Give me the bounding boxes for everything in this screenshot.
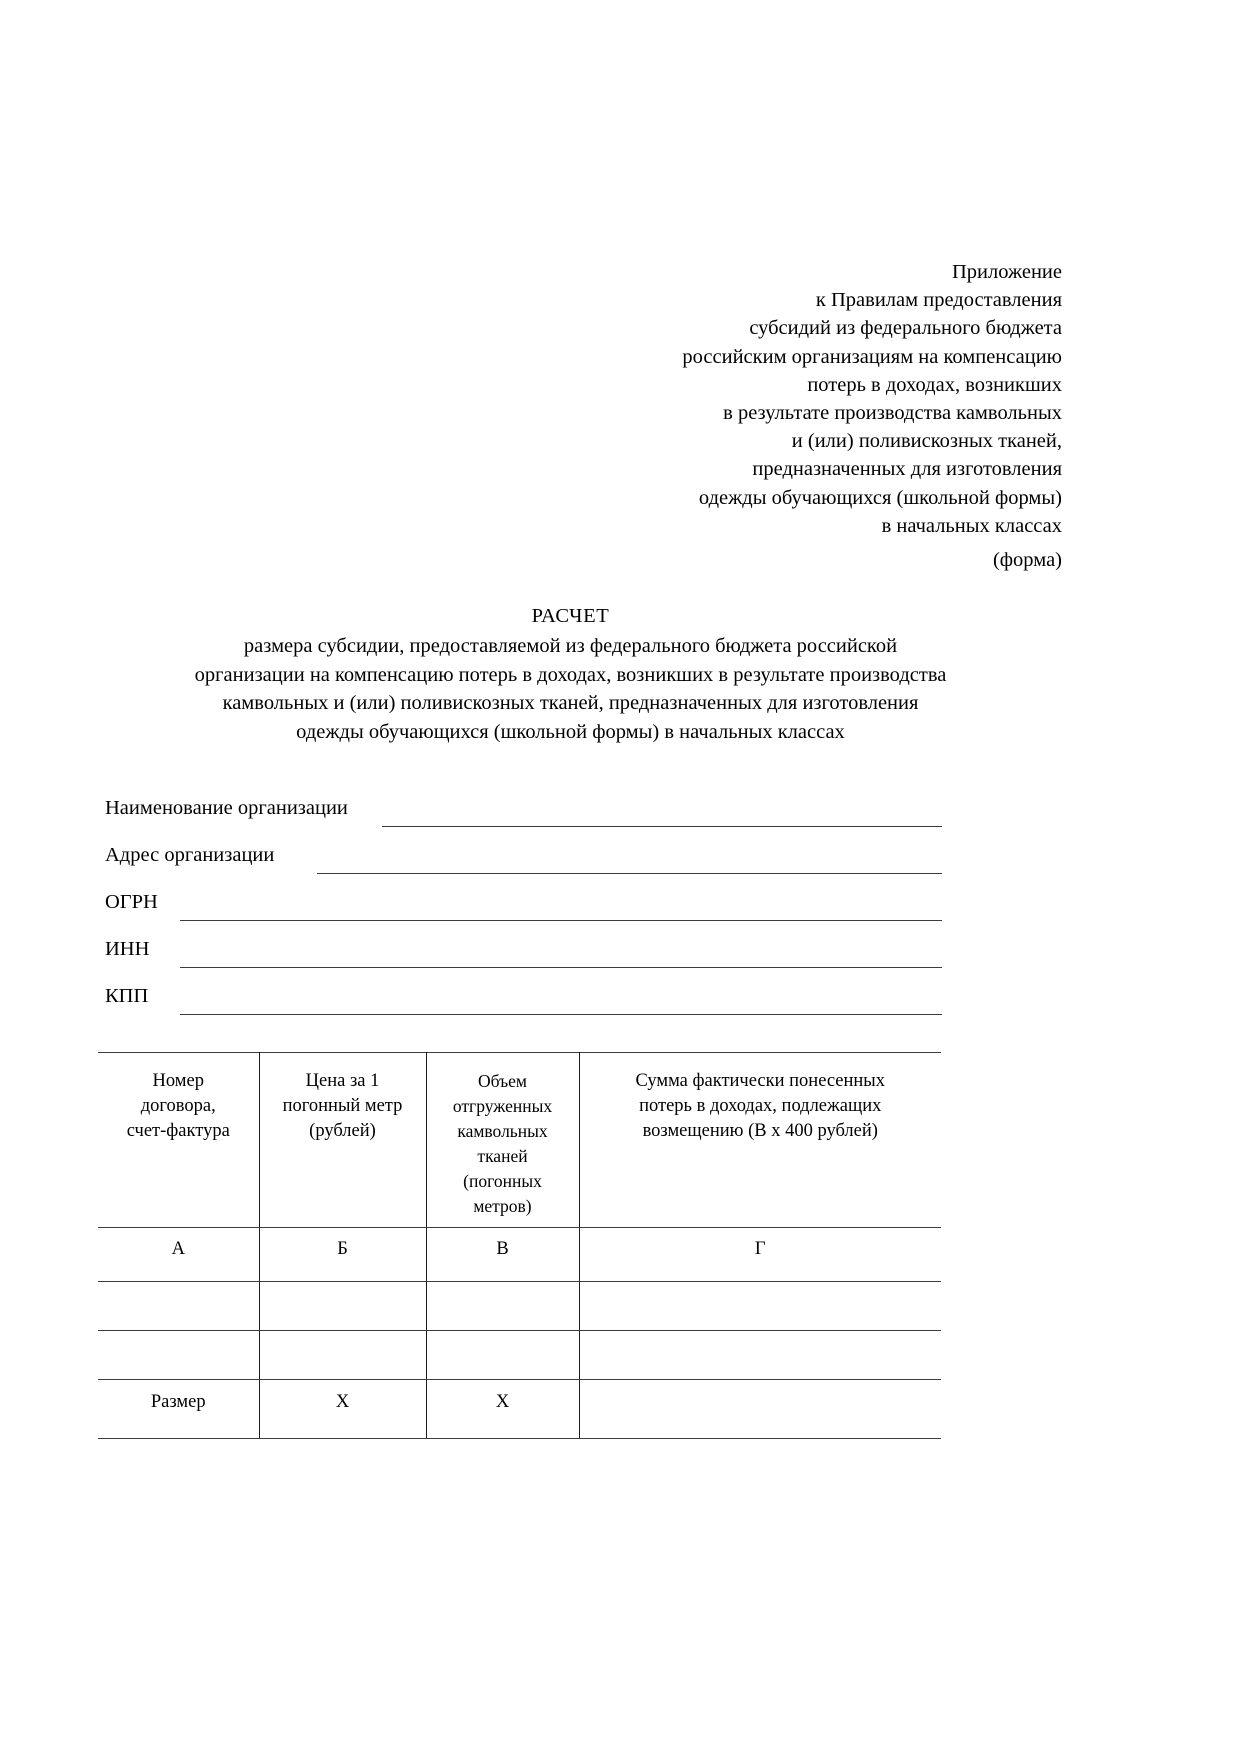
total-row-volume-placeholder: Х xyxy=(426,1380,579,1439)
subtitle-line: одежды обучающихся (школьной формы) в начальных классах xyxy=(296,720,845,743)
appendix-line: российским организациям на компенсацию xyxy=(682,345,1062,368)
page-subtitle xyxy=(98,632,1043,746)
field-row-organisation-name xyxy=(0,795,1240,842)
table-cell-compensation-amount[interactable] xyxy=(579,1331,941,1380)
column-letter-g: Г xyxy=(579,1228,941,1282)
subtitle-line: размера субсидии, предоставляемой из федерального бюджета российской xyxy=(243,635,898,657)
field-row-inn xyxy=(0,936,1240,983)
column-letter-v: В xyxy=(426,1228,579,1282)
table-cell-price-per-meter[interactable] xyxy=(259,1282,426,1331)
appendix-reference-block xyxy=(560,258,1062,540)
field-input-inn[interactable] xyxy=(180,967,942,968)
total-row-amount[interactable] xyxy=(579,1380,941,1439)
header-text: Номер договора, счет-фактура xyxy=(126,1071,230,1141)
table-cell-compensation-amount[interactable] xyxy=(579,1282,941,1331)
field-row-ogrn xyxy=(0,889,1240,936)
table-header-row xyxy=(98,1053,941,1228)
field-input-organisation-name[interactable] xyxy=(382,826,942,827)
table-row[interactable] xyxy=(98,1282,941,1331)
subtitle-line: камвольных и (или) поливискозных тканей, предназначенных для изготовления xyxy=(222,692,919,714)
appendix-line: в начальных классах xyxy=(881,514,1062,537)
table-header-cell-compensation-amount xyxy=(579,1053,941,1228)
table-header-cell-price-per-meter xyxy=(259,1053,426,1228)
column-letter-b: Б xyxy=(259,1228,426,1282)
appendix-line: предназначенных для изготовления xyxy=(752,458,1062,481)
appendix-line: и (или) поливискозных тканей, xyxy=(791,430,1062,453)
table-cell-shipped-volume[interactable] xyxy=(426,1282,579,1331)
table-row[interactable] xyxy=(98,1331,941,1380)
field-label-organisation-name: Наименование организации xyxy=(105,797,348,819)
page-title: РАСЧЕТ xyxy=(531,605,610,627)
field-label-organisation-address: Адрес организации xyxy=(105,844,275,866)
table-header-cell-shipped-volume xyxy=(426,1053,579,1228)
organisation-fields xyxy=(0,795,1240,1030)
table-header-cell-contract-number xyxy=(98,1053,259,1228)
header-text: Цена за 1 погонный метр (рублей) xyxy=(282,1071,403,1141)
header-text: Сумма фактически понесенных потерь в доходах, подлежащих возмещению (В х 400 рублей) xyxy=(635,1071,885,1141)
total-row-price-placeholder: Х xyxy=(259,1380,426,1439)
field-label-ogrn: ОГРН xyxy=(105,891,158,913)
field-input-organisation-address[interactable] xyxy=(317,873,942,874)
total-row-label: Размер xyxy=(98,1380,259,1439)
field-label-inn: ИНН xyxy=(105,938,150,960)
field-row-organisation-address xyxy=(0,842,1240,889)
column-letter-a: А xyxy=(98,1228,259,1282)
appendix-line: потерь в доходах, возникших xyxy=(807,373,1062,396)
table-cell-price-per-meter[interactable] xyxy=(259,1331,426,1380)
calculation-table xyxy=(98,1052,941,1439)
subtitle-line: организации на компенсацию потерь в доходах, возникших в результате производства xyxy=(194,663,947,686)
appendix-line: одежды обучающихся (школьной формы) xyxy=(698,486,1062,509)
table-cell-contract-number[interactable] xyxy=(98,1331,259,1380)
table-total-row[interactable] xyxy=(98,1380,941,1439)
table-cell-shipped-volume[interactable] xyxy=(426,1331,579,1380)
appendix-line: Приложение xyxy=(951,261,1062,283)
appendix-line: в результате производства камвольных xyxy=(723,402,1062,425)
form-marker: (форма) xyxy=(992,549,1062,571)
field-input-kpp[interactable] xyxy=(180,1014,942,1015)
field-input-ogrn[interactable] xyxy=(180,920,942,921)
table-column-letter-row xyxy=(98,1228,941,1282)
appendix-line: субсидий из федерального бюджета xyxy=(749,317,1062,340)
field-label-kpp: КПП xyxy=(105,985,149,1007)
field-row-kpp xyxy=(0,983,1240,1030)
appendix-line: к Правилам предоставления xyxy=(815,289,1062,312)
table-cell-contract-number[interactable] xyxy=(98,1282,259,1331)
header-text: Объем отгруженных камвольных тканей (погонных метров) xyxy=(452,1071,553,1216)
